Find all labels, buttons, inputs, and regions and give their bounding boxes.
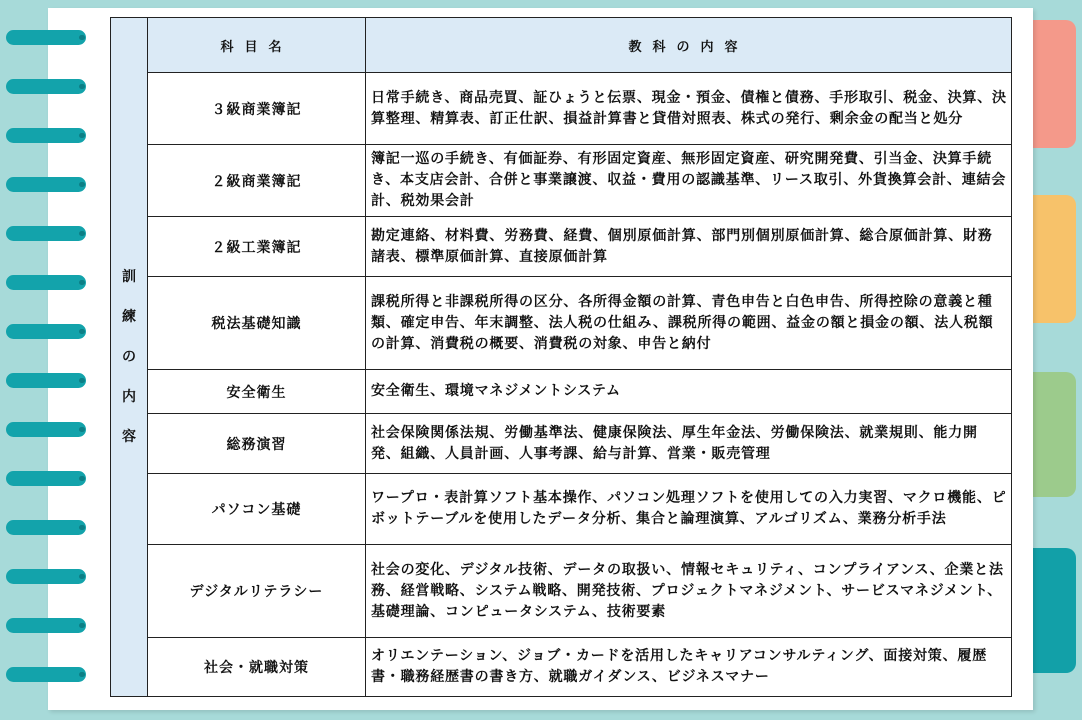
index-tab-green[interactable] xyxy=(1030,372,1076,497)
binder-ring xyxy=(6,79,86,94)
binder-ring xyxy=(6,471,86,486)
subject-cell: ３級商業簿記 xyxy=(148,73,366,145)
table-row xyxy=(111,414,1012,474)
table-row xyxy=(111,638,1012,697)
subject-cell: 税法基礎知識 xyxy=(148,277,366,370)
table-row xyxy=(111,145,1012,217)
binder-ring xyxy=(6,618,86,633)
content-cell: 社会の変化、デジタル技術、データの取扱い、情報セキュリティ、コンプライアンス、企業と法務、経営戦略、システム戦略、開発技術、プロジェクトマネジメント、サービスマネジメント、基礎理論、コンピュータシステム、技術要素 xyxy=(366,545,1012,638)
subject-cell: パソコン基礎 xyxy=(148,474,366,545)
header-subject: 科目名 xyxy=(148,18,366,73)
table-row xyxy=(111,370,1012,414)
binder-ring xyxy=(6,30,86,45)
table-row xyxy=(111,474,1012,545)
content-cell: 日常手続き、商品売買、証ひょうと伝票、現金・預金、債権と債務、手形取引、税金、決算、決算整理、精算表、訂正仕訳、損益計算書と貸借対照表、株式の発行、剰余金の配当と処分 xyxy=(366,73,1012,145)
content-cell: 社会保険関係法規、労働基準法、健康保険法、厚生年金法、労働保険法、就業規則、能力開発、組織、人員計画、人事考課、給与計算、営業・販売管理 xyxy=(366,414,1012,474)
table-row xyxy=(111,73,1012,145)
binder-ring xyxy=(6,226,86,241)
binder-ring xyxy=(6,520,86,535)
content-cell: 課税所得と非課税所得の区分、各所得金額の計算、青色申告と白色申告、所得控除の意義と種類、確定申告、年末調整、法人税の仕組み、課税所得の範囲、益金の額と損金の額、法人税額の計算、消費税の概要、消費税の対象、申告と納付 xyxy=(366,277,1012,370)
subject-cell: デジタルリテラシー xyxy=(148,545,366,638)
binder-ring xyxy=(6,667,86,682)
binder-ring xyxy=(6,324,86,339)
binder-ring xyxy=(6,422,86,437)
binder-ring xyxy=(6,569,86,584)
content-cell: オリエンテーション、ジョブ・カードを活用したキャリアコンサルティング、面接対策、履歴書・職務経歴書の書き方、就職ガイダンス、ビジネスマナー xyxy=(366,638,1012,697)
subject-cell: ２級工業簿記 xyxy=(148,217,366,277)
content-cell: 安全衛生、環境マネジメントシステム xyxy=(366,370,1012,414)
content-cell: ワープロ・表計算ソフト基本操作、パソコン処理ソフトを使用しての入力実習、マクロ機能、ピボットテーブルを使用したデータ分析、集合と論理演算、アルゴリズム、業務分析手法 xyxy=(366,474,1012,545)
header-content: 教科の内容 xyxy=(366,18,1012,73)
binder-ring xyxy=(6,128,86,143)
subject-cell: ２級商業簿記 xyxy=(148,145,366,217)
index-tab-orange[interactable] xyxy=(1030,195,1076,323)
table-row xyxy=(111,545,1012,638)
binder-ring xyxy=(6,177,86,192)
side-label: 訓練の内容 xyxy=(122,269,136,445)
table-row xyxy=(111,217,1012,277)
content-cell: 勘定連絡、材料費、労務費、経費、個別原価計算、部門別個別原価計算、総合原価計算、財務諸表、標準原価計算、直接原価計算 xyxy=(366,217,1012,277)
index-tab-red[interactable] xyxy=(1030,20,1076,148)
index-tab-teal[interactable] xyxy=(1030,548,1076,673)
binder-ring xyxy=(6,275,86,290)
table-row xyxy=(111,277,1012,370)
content-cell: 簿記一巡の手続き、有価証券、有形固定資産、無形固定資産、研究開発費、引当金、決算手続き、本支店会計、合併と事業譲渡、収益・費用の認識基準、リース取引、外貨換算会計、連結会計、税効果会計 xyxy=(366,145,1012,217)
binder-ring xyxy=(6,373,86,388)
subject-cell: 安全衛生 xyxy=(148,370,366,414)
subject-cell: 総務演習 xyxy=(148,414,366,474)
table-header-row xyxy=(111,18,1012,73)
side-label-cell xyxy=(111,18,148,697)
curriculum-table xyxy=(110,17,1012,697)
subject-cell: 社会・就職対策 xyxy=(148,638,366,697)
